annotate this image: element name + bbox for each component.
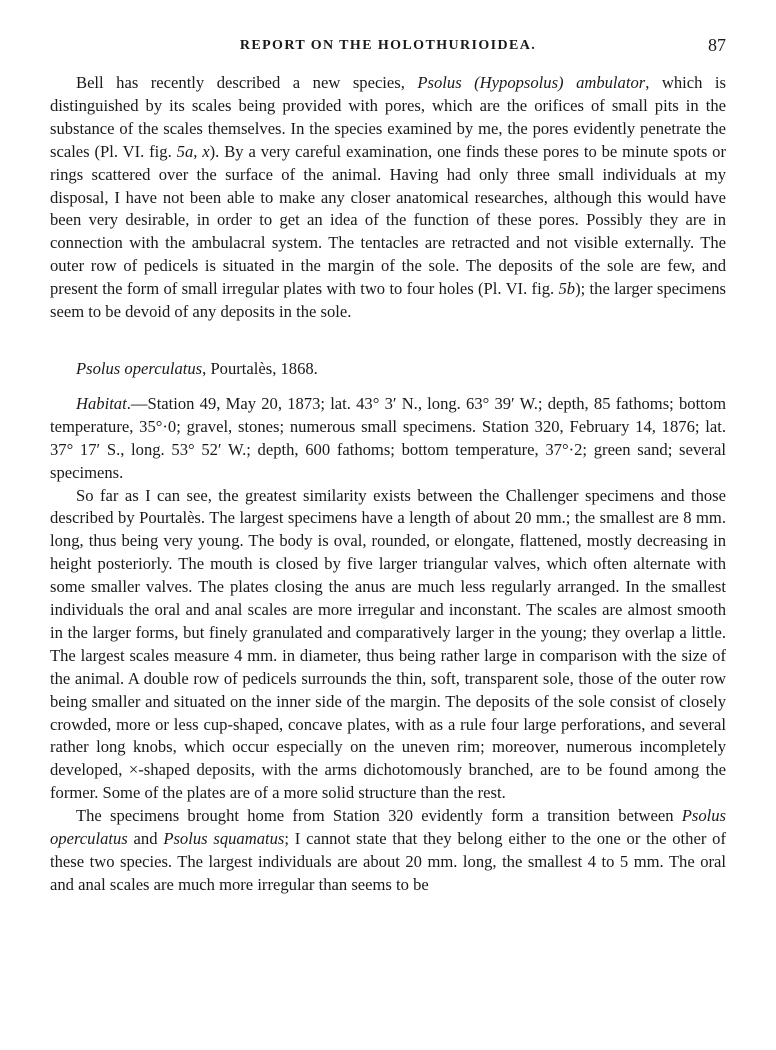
page-number: 87	[708, 35, 726, 55]
species-name: Psolus operculatus	[50, 806, 726, 849]
habitat-text: .—Station 49, May 20, 1873; lat. 43° 3′ N., long. 63° 39′ W.; depth, 85 fathoms; bottom temperature, 35°·0; gravel, stones; numerous small specimens. Station 320, February 14, 1876; lat. 37° 17′ S., long. 53° 52′ W.; depth, 600 fathoms; bottom temperature, 37°·2; green sand; several specimens.	[50, 393, 726, 482]
habitat-paragraph	[50, 393, 726, 485]
figure-ref: 5a, x	[176, 141, 210, 161]
species-heading-authority: , Pourtalès, 1868.	[202, 358, 318, 378]
text-run: ; I cannot state that they belong either to the one or the other of these two species. The largest individuals are about 20 mm. long, the smallest 4 to 5 mm. The oral and anal scales are much more irregular than seems to be	[50, 829, 726, 894]
body-text	[50, 72, 726, 897]
species-name: Psolus (Hypopsolus) ambulator	[417, 73, 646, 92]
paragraph-description: So far as I can see, the greatest similarity exists between the Challenger specimens and those described by Pourtalès. The largest specimens have a length of about 20 mm.; the smallest are 8 mm. long, thus being very young. The body is oval, rounded, or elongate, flattened, mostly decreasing in height posteriorly. The mouth is closed by five larger triangular valves, which often alternate with some smaller valves. The plates closing the anus are much less regularly arranged. In the smallest individuals the oral and anal scales are more irregular and inconstant. The scales are almost smooth in the larger forms, but finely granulated and comparatively larger in the young; they overlap a little. The largest scales measure 4 mm. in diameter, thus being rather large in comparison with the size of the animal. A double row of pedicels surrounds the thin, soft, transparent sole, those of the outer row being smaller and situated on the inner side of the margin. The deposits of the sole consist of closely crowded, more or less cup-shaped, concave plates, with as a rule four large perforations, and several rather long knobs, which occur especially on the uneven rim; moreover, numerous incompletely developed, ×-shaped deposits, with the arms dichotomously branched, are to be found among the former. Some of the plates are of a more solid structure than the rest.	[50, 485, 726, 803]
text-run: ); the larger specimens seem to be devoid of any deposits in the sole.	[50, 279, 726, 322]
running-title: REPORT ON THE HOLOTHURIOIDEA.	[239, 38, 537, 53]
spacer	[50, 324, 726, 358]
paragraph-station-320	[50, 805, 726, 897]
page-header	[50, 35, 726, 62]
paragraph-psolus-ambulator	[50, 72, 726, 324]
species-name: Psolus squamatus	[163, 829, 285, 849]
text-run: and	[127, 829, 164, 849]
species-heading-name: Psolus operculatus	[76, 358, 203, 378]
figure-ref: 5b	[558, 279, 576, 299]
species-heading	[50, 358, 726, 381]
habitat-label: Habitat	[76, 393, 127, 413]
spacer	[50, 381, 726, 393]
text-run: , which is distinguished by its scales being provided with pores, which are the orifices of small pits in the substance of the scales themselves. In the species examined by me, the pores evidently penetrate the scales (Pl. VI. fig.	[50, 73, 726, 161]
text-run: The specimens brought home from Station 320 evidently form a transition between	[76, 806, 682, 826]
text-run: Bell has recently described a new species,	[76, 73, 418, 92]
text-run: ). By a very careful examination, one finds these pores to be minute spots or rings scattered over the surface of the animal. Having had only three small individuals at my disposal, I have not been able to make any closer anatomical researches, although this would have been very desirable, in order to get an idea of the function of these pores. Possibly they are in connection with the ambulacral system. The tentacles are retracted and not visible externally. The outer row of pedicels is situated in the margin of the sole. The deposits of the sole are few, and present the form of small irregular plates with two to four holes (Pl. VI. fig.	[50, 141, 726, 299]
